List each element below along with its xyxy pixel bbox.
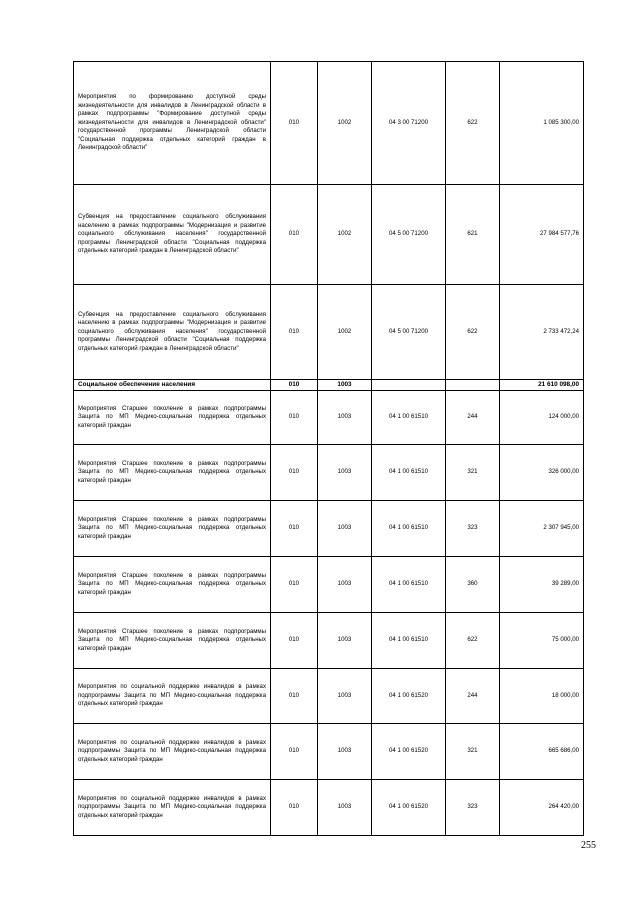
expense-type-code: 323 [446,780,500,836]
target-article-code: 04 1 00 61510 [372,445,446,501]
amount: 264 420,00 [500,780,584,836]
section-code: 1003 [318,391,372,445]
expense-type-code [446,380,500,391]
row-description: Мероприятия по социальной поддержке инвалидов в рамках подпрограммы Защита по МП Медико-социальная поддержка отдельных категорий граждан [74,724,271,780]
row-description: Мероприятия по формированию доступной среды жизнедеятельности для инвалидов в Ленинградской области в рамках подпрограммы "Формирование доступной среды жизнедеятельности для инвалидов в Ленинградской области" государственной программы Ленинградской области "Социальная поддержка отдельных категорий граждан в Ленинградской области" [74,62,271,185]
table-row [74,669,584,724]
target-article-code: 04 5 00 71200 [372,185,446,285]
section-code: 1003 [318,669,372,724]
target-article-code: 04 1 00 61510 [372,501,446,557]
expense-type-code: 622 [446,62,500,185]
section-code: 1003 [318,780,372,836]
budget-table [73,61,584,836]
table-row [74,613,584,669]
amount: 39 289,00 [500,557,584,613]
amount: 2 307 945,00 [500,501,584,557]
table-row [74,724,584,780]
expense-type-code: 244 [446,669,500,724]
amount: 75 000,00 [500,613,584,669]
ministry-code: 010 [271,724,318,780]
expense-type-code: 621 [446,185,500,285]
table-row [74,391,584,445]
ministry-code: 010 [271,780,318,836]
table-row [74,445,584,501]
amount: 326 000,00 [500,445,584,501]
ministry-code: 010 [271,445,318,501]
section-title: Социальное обеспечение населения [74,380,271,391]
ministry-code: 010 [271,501,318,557]
amount: 665 686,00 [500,724,584,780]
row-description: Мероприятия Старшее поколение в рамках подпрограммы Защита по МП Медико-социальная поддержка отдельных категорий граждан [74,501,271,557]
target-article-code: 04 1 00 61510 [372,391,446,445]
ministry-code: 010 [271,185,318,285]
expense-type-code: 323 [446,501,500,557]
section-code: 1002 [318,185,372,285]
expense-type-code: 321 [446,724,500,780]
section-code: 1003 [318,501,372,557]
section-total-row [74,380,584,391]
row-description: Мероприятия по социальной поддержке инвалидов в рамках подпрограммы Защита по МП Медико-социальная поддержка отдельных категорий граждан [74,669,271,724]
ministry-code: 010 [271,557,318,613]
section-code: 1002 [318,62,372,185]
row-description: Мероприятия Старшее поколение в рамках подпрограммы Защита по МП Медико-социальная поддержка отдельных категорий граждан [74,391,271,445]
section-code: 1003 [318,445,372,501]
ministry-code: 010 [271,285,318,380]
row-description: Субвенция на предоставление социального обслуживания населению в рамках подпрограммы "Модернизация и развитие социального обслуживания населения" государственной программы Ленинградской области "Социальная поддержка отдельных категорий граждан в Ленинградской области" [74,285,271,380]
page-number: 255 [581,840,596,851]
expense-type-code: 244 [446,391,500,445]
table-row [74,285,584,380]
row-description: Мероприятия по социальной поддержке инвалидов в рамках подпрограммы Защита по МП Медико-социальная поддержка отдельных категорий граждан [74,780,271,836]
table-row [74,557,584,613]
target-article-code: 04 1 00 61520 [372,780,446,836]
table-row [74,185,584,285]
section-total-amount: 21 610 098,00 [500,380,584,391]
target-article-code: 04 1 00 61520 [372,724,446,780]
target-article-code [372,380,446,391]
target-article-code: 04 1 00 61520 [372,669,446,724]
amount: 2 733 472,24 [500,285,584,380]
amount: 18 000,00 [500,669,584,724]
row-description: Субвенция на предоставление социального обслуживания населению в рамках подпрограммы "Модернизация и развитие социального обслуживания населения" государственной программы Ленинградской области "Социальная поддержка отдельных категорий граждан в Ленинградской области" [74,185,271,285]
expense-type-code: 622 [446,613,500,669]
table-row [74,780,584,836]
section-code: 1003 [318,613,372,669]
expense-type-code: 321 [446,445,500,501]
expense-type-code: 360 [446,557,500,613]
section-code: 1003 [318,724,372,780]
target-article-code: 04 5 00 71200 [372,285,446,380]
section-code: 1002 [318,285,372,380]
section-code: 1003 [318,557,372,613]
table-row [74,62,584,185]
ministry-code: 010 [271,380,318,391]
ministry-code: 010 [271,62,318,185]
target-article-code: 04 1 00 61510 [372,557,446,613]
ministry-code: 010 [271,669,318,724]
ministry-code: 010 [271,391,318,445]
row-description: Мероприятия Старшее поколение в рамках подпрограммы Защита по МП Медико-социальная поддержка отдельных категорий граждан [74,445,271,501]
target-article-code: 04 3 00 71200 [372,62,446,185]
amount: 1 085 300,00 [500,62,584,185]
amount: 124 000,00 [500,391,584,445]
expense-type-code: 622 [446,285,500,380]
section-code: 1003 [318,380,372,391]
row-description: Мероприятия Старшее поколение в рамках подпрограммы Защита по МП Медико-социальная поддержка отдельных категорий граждан [74,557,271,613]
row-description: Мероприятия Старшее поколение в рамках подпрограммы Защита по МП Медико-социальная поддержка отдельных категорий граждан [74,613,271,669]
ministry-code: 010 [271,613,318,669]
amount: 27 984 577,76 [500,185,584,285]
table-row [74,501,584,557]
target-article-code: 04 1 00 61510 [372,613,446,669]
